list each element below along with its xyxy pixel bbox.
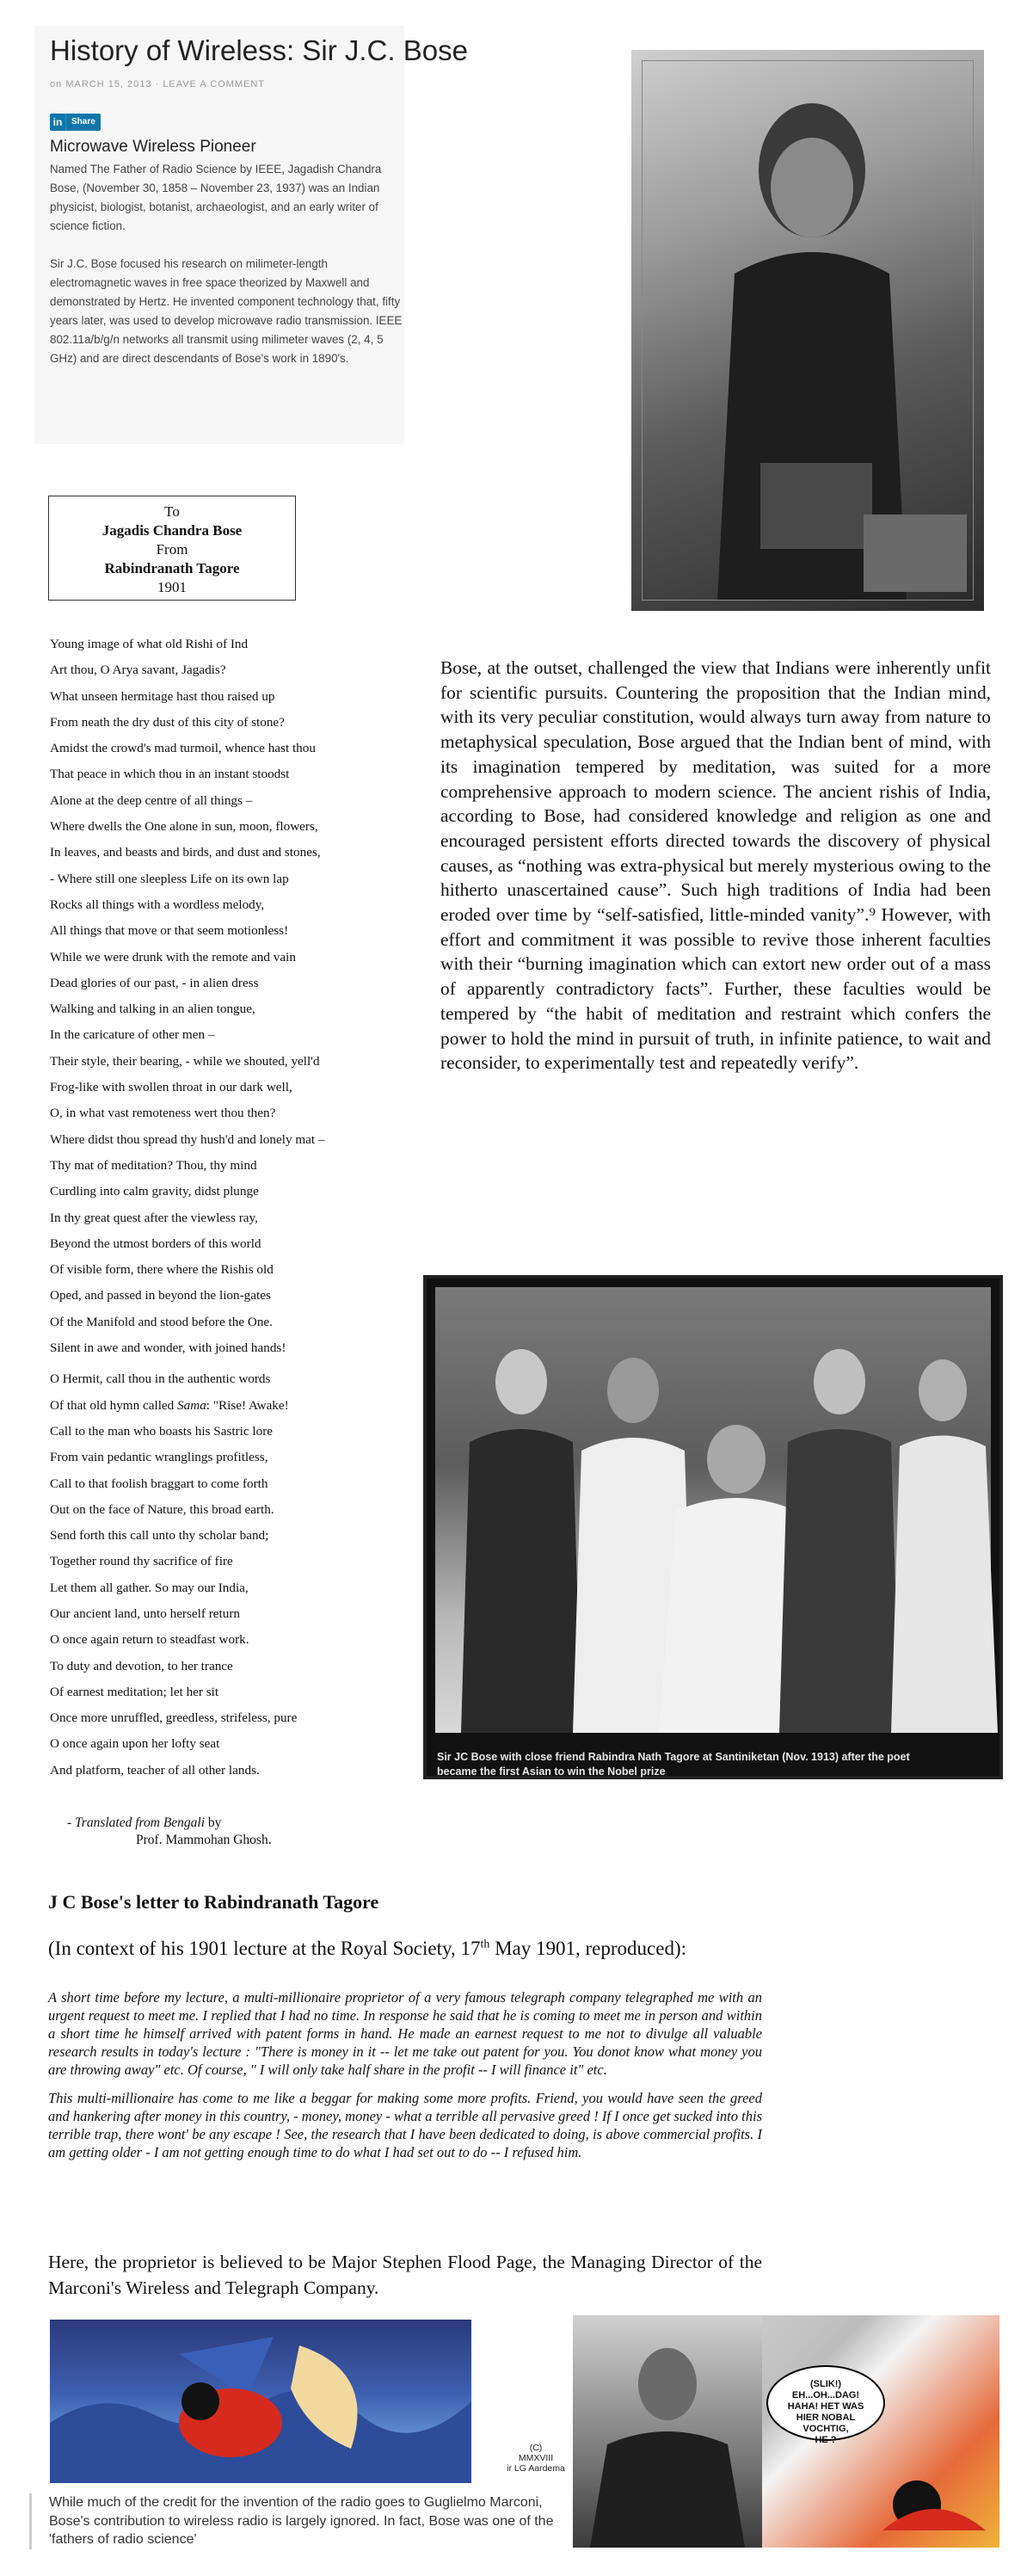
poem-line: Oped, and passed in beyond the lion-gates: [50, 1288, 271, 1303]
meta-separator: ·: [151, 79, 163, 89]
linkedin-icon: in: [50, 114, 65, 131]
group-photo: [423, 1275, 1003, 1779]
letter-quote-2: This multi-millionaire has come to me like a beggar for making some more profits. Friend, you would have seen the greed and hankering after money in this country, - money, money - what a terrible all pervasive greed ! If I once get sucked into this terrible trap, there wont' be any escape ! See, the research that I have been dedicated to doing, is above commercial profits. I am getting older - I am not getting enough time to do what I had set out to do -- I refused him.: [48, 2090, 762, 2160]
copyright-note: [489, 2443, 583, 2474]
poem-line: [50, 1393, 411, 1419]
bose-mickey-cartoon-image: [573, 2315, 999, 2548]
dedication-from-name: Rabindranath Tagore: [104, 560, 240, 576]
poem-line: Rocks all things with a wordless melody,: [50, 897, 265, 912]
portrait-frame: [642, 60, 974, 601]
poem-line: Amidst the crowd's mad turmoil, whence hast thou: [50, 741, 316, 756]
poem-line: Of earnest meditation; let her sit: [50, 1684, 219, 1699]
bubble-line: HE ?: [815, 2435, 837, 2445]
post-meta: [50, 79, 265, 89]
poem-line: Art thou, O Arya savant, Jagadis?: [50, 662, 226, 678]
bose-portrait-photo: [631, 50, 984, 611]
poem-line: Of visible form, there where the Rishis old: [50, 1262, 274, 1278]
poem-line: Where dwells the One alone in sun, moon, flowers,: [50, 819, 318, 835]
letter-context-sup: th: [480, 1938, 490, 1951]
poem-line: Their style, their bearing, - while we shouted, yell'd: [50, 1053, 320, 1069]
share-label: Share: [65, 114, 101, 131]
poem-line: - Where still one sleepless Life on its own lap: [50, 871, 289, 886]
poem-line: Call to the man who boasts his Sastric lore: [50, 1423, 273, 1439]
group-photo-image: [435, 1287, 991, 1733]
poem-line: From neath the dry dust of this city of stone?: [50, 714, 285, 730]
copyright-line: (C): [529, 2443, 543, 2453]
poem-line: Our ancient land, unto herself return: [50, 1605, 240, 1621]
poem-line: Frog-like with swollen throat in our dark well,: [50, 1080, 292, 1095]
poem-line-emphasis: Sama: [177, 1397, 206, 1413]
mickey-cartoon-image: [50, 2320, 471, 2483]
poem-line: O, in what vast remoteness wert thou then?: [50, 1106, 276, 1121]
poem-line: Young image of what old Rishi of Ind: [50, 637, 249, 651]
poem-line: Walking and talking in an alien tongue,: [50, 1001, 255, 1017]
meta-prefix: on: [50, 79, 63, 89]
bubble-line: (SLIK!): [809, 2379, 842, 2389]
poem-line-part: : "Rise! Awake!: [206, 1397, 289, 1413]
poem-line: What unseen hermitage hast thou raised up: [50, 688, 275, 704]
letter-context: [48, 1938, 686, 1960]
group-photo-caption: Sir JC Bose with close friend Rabindra Nath Tagore at Santiniketan (Nov. 1913) after the poet became the first Asian to win the Nobel prize: [437, 1751, 910, 1778]
poem-line: To duty and devotion, to her trance: [50, 1658, 233, 1673]
bubble-line: HAHA! HET WAS: [787, 2401, 864, 2412]
poem-line: And platform, teacher of all other lands.: [50, 1762, 260, 1778]
leave-comment-link[interactable]: LEAVE A COMMENT: [163, 79, 266, 89]
bubble-line: VOCHTIG,: [803, 2424, 849, 2434]
proprietor-paragraph: Here, the proprietor is believed to be Major Stephen Flood Page, the Managing Director of the Marconi's Wireless and Telegraph Company.: [48, 2252, 762, 2298]
poem-line: In thy great quest after the viewless ray,: [50, 1210, 258, 1225]
poem-line: Send forth this call unto thy scholar band;: [50, 1528, 269, 1544]
letter-context-pre: (In context of his 1901 lecture at the Royal Society, 17: [48, 1938, 481, 1959]
dedication-box: [48, 496, 296, 601]
poem-line: That peace in which thou in an instant stoodst: [50, 767, 290, 782]
copyright-line: MMXVIII: [518, 2453, 554, 2463]
post-date-link[interactable]: MARCH 15, 2013: [65, 79, 152, 89]
bose-paragraph: Bose, at the outset, challenged the view that Indians were inherently unfit for scientific pursuits. Countering the proposition that the Indian mind, with its very peculiar constitution, would always turn away from nature to metaphysical speculation, Bose argued that the Indian bent of mind, with its imagination tempered by meditation, was suited for a more comprehensive approach to modern science. The ancient rishis of India, according to Bose, had considered knowledge and religion as one and encouraged persistent efforts directed towards the discovery of physical causes, as “nothing was extra-physical but merely mysterious owing to the hitherto unascertained cause”. Such high traditions of India had been eroded over time by “self-satisfied, little-minded vanity”.⁹ However, with effort and commitment it was possible to revive those inherent faculties with their “burning imagination which can extort new order out of a mass of apparently contradictory facts”. Further, these faculties would be tempered by “the habit of meditation and restraint which confers the power to hold the mind in pursuit of truth, in infinite patience, to wait and reconsider, to experimentally test and repeatedly verify”.: [440, 657, 991, 1074]
translation-note: - Translated from Bengali: [67, 1815, 206, 1830]
poem-line: In leaves, and beasts and birds, and dust and stones,: [50, 845, 321, 860]
letter-heading: J C Bose's letter to Rabindranath Tagore: [48, 1891, 379, 1913]
poem-line: Let them all gather. So may our India,: [50, 1580, 249, 1595]
poem-line: Out on the face of Nature, this broad earth.: [50, 1501, 274, 1517]
poem-line: From vain pedantic wranglings profitless,: [50, 1450, 268, 1465]
poem-line: O once again upon her lofty seat: [50, 1736, 220, 1752]
poem-line: Beyond the utmost borders of this world: [50, 1236, 261, 1251]
bubble-line: EH...OH...DAG!: [791, 2390, 860, 2400]
poem: [50, 632, 411, 1784]
linkedin-share-button[interactable]: [50, 114, 101, 131]
bubble-line: HIER NOBAL: [796, 2413, 856, 2423]
poem-line: Of the Manifold and stood before the One.: [50, 1314, 273, 1329]
poem-line: Curdling into calm gravity, didst plunge: [50, 1184, 259, 1199]
bose-elder-photo: [573, 2315, 762, 2548]
translation-by: by: [205, 1815, 222, 1830]
poem-line: Once more unruffled, greedless, strifeless, pure: [50, 1710, 298, 1726]
intro-paragraph-2: Sir J.C. Bose focused his research on milimeter-length electromagnetic waves in free space theorized by Maxwell and demonstrated by Hertz. He invented component technology that, fifty years later, was used to develop microwave radio transmission. IEEE 802.11a/b/g/n networks all transmit using milimeter waves (2, 4, 5 GHz) and are direct descendants of Bose's work in 1890's.: [50, 257, 403, 365]
poem-line: Dead glories of our past, - in alien dress: [50, 975, 259, 990]
poem-line: O once again return to steadfast work.: [50, 1632, 249, 1648]
poem-line: Silent in awe and wonder, with joined hands!: [50, 1340, 286, 1356]
poem-line: Together round thy sacrifice of fire: [50, 1554, 233, 1569]
poem-line-part: Of that old hymn called: [50, 1397, 178, 1413]
poem-line: While we were drunk with the remote and vain: [50, 949, 296, 964]
poem-line: Call to that foolish braggart to come forth: [50, 1476, 268, 1491]
subheading: Microwave Wireless Pioneer: [50, 138, 256, 156]
poem-line: Thy mat of meditation? Thou, thy mind: [50, 1157, 257, 1173]
dedication-to-name: Jagadis Chandra Bose: [101, 522, 243, 539]
dedication-year: 1901: [157, 579, 187, 595]
dedication-to: To: [164, 503, 180, 520]
intro-paragraph-1: Named The Father of Radio Science by IEEE, Jagadish Chandra Bose, (November 30, 1858 – November 23, 1937) was an Indian physicist, biologist, botanist, archaeologist, and an early writer of science fiction.: [50, 163, 382, 232]
poem-line: Alone at the deep centre of all things –: [50, 792, 253, 808]
translator-name: Prof. Mammohan Ghosh.: [136, 1833, 272, 1847]
poem-line: O Hermit, call thou in the authentic words: [50, 1371, 271, 1387]
dedication-from: From: [156, 541, 188, 558]
bottom-caption: While much of the credit for the invention of the radio goes to Guglielmo Marconi, Bose's contribution to wireless radio is largely ignored. In fact, Bose was one of the 'fathers of radio science': [29, 2493, 565, 2549]
poem-line: In the caricature of other men –: [50, 1027, 215, 1043]
page-title: History of Wireless: Sir J.C. Bose: [50, 34, 468, 66]
poem-line: All things that move or that seem motionless!: [50, 923, 289, 939]
copyright-line: ir LG Aardema: [507, 2463, 565, 2474]
letter-context-post: May 1901, reproduced):: [489, 1938, 687, 1959]
translation-credit: [67, 1815, 272, 1849]
poem-line: Where didst thou spread thy hush'd and lonely mat –: [50, 1131, 325, 1147]
speech-bubble: [766, 2365, 885, 2445]
letter-quote-1: A short time before my lecture, a multi-millionaire proprietor of a very famous telegraph company telegraphed me with an urgent request to meet me. I replied that I had no time. In response he said that he is coming to meet me in person and within a short time he himself arrived with patent forms in hand. He made an earnest request to me not to divulge all valuable research results in today's lecture : "There is money in it -- let me take out patent for you. You donot know what money you are throwing away" etc. Of course, " I will only take half share in the profit -- I will finance it" etc.: [48, 1989, 762, 2078]
